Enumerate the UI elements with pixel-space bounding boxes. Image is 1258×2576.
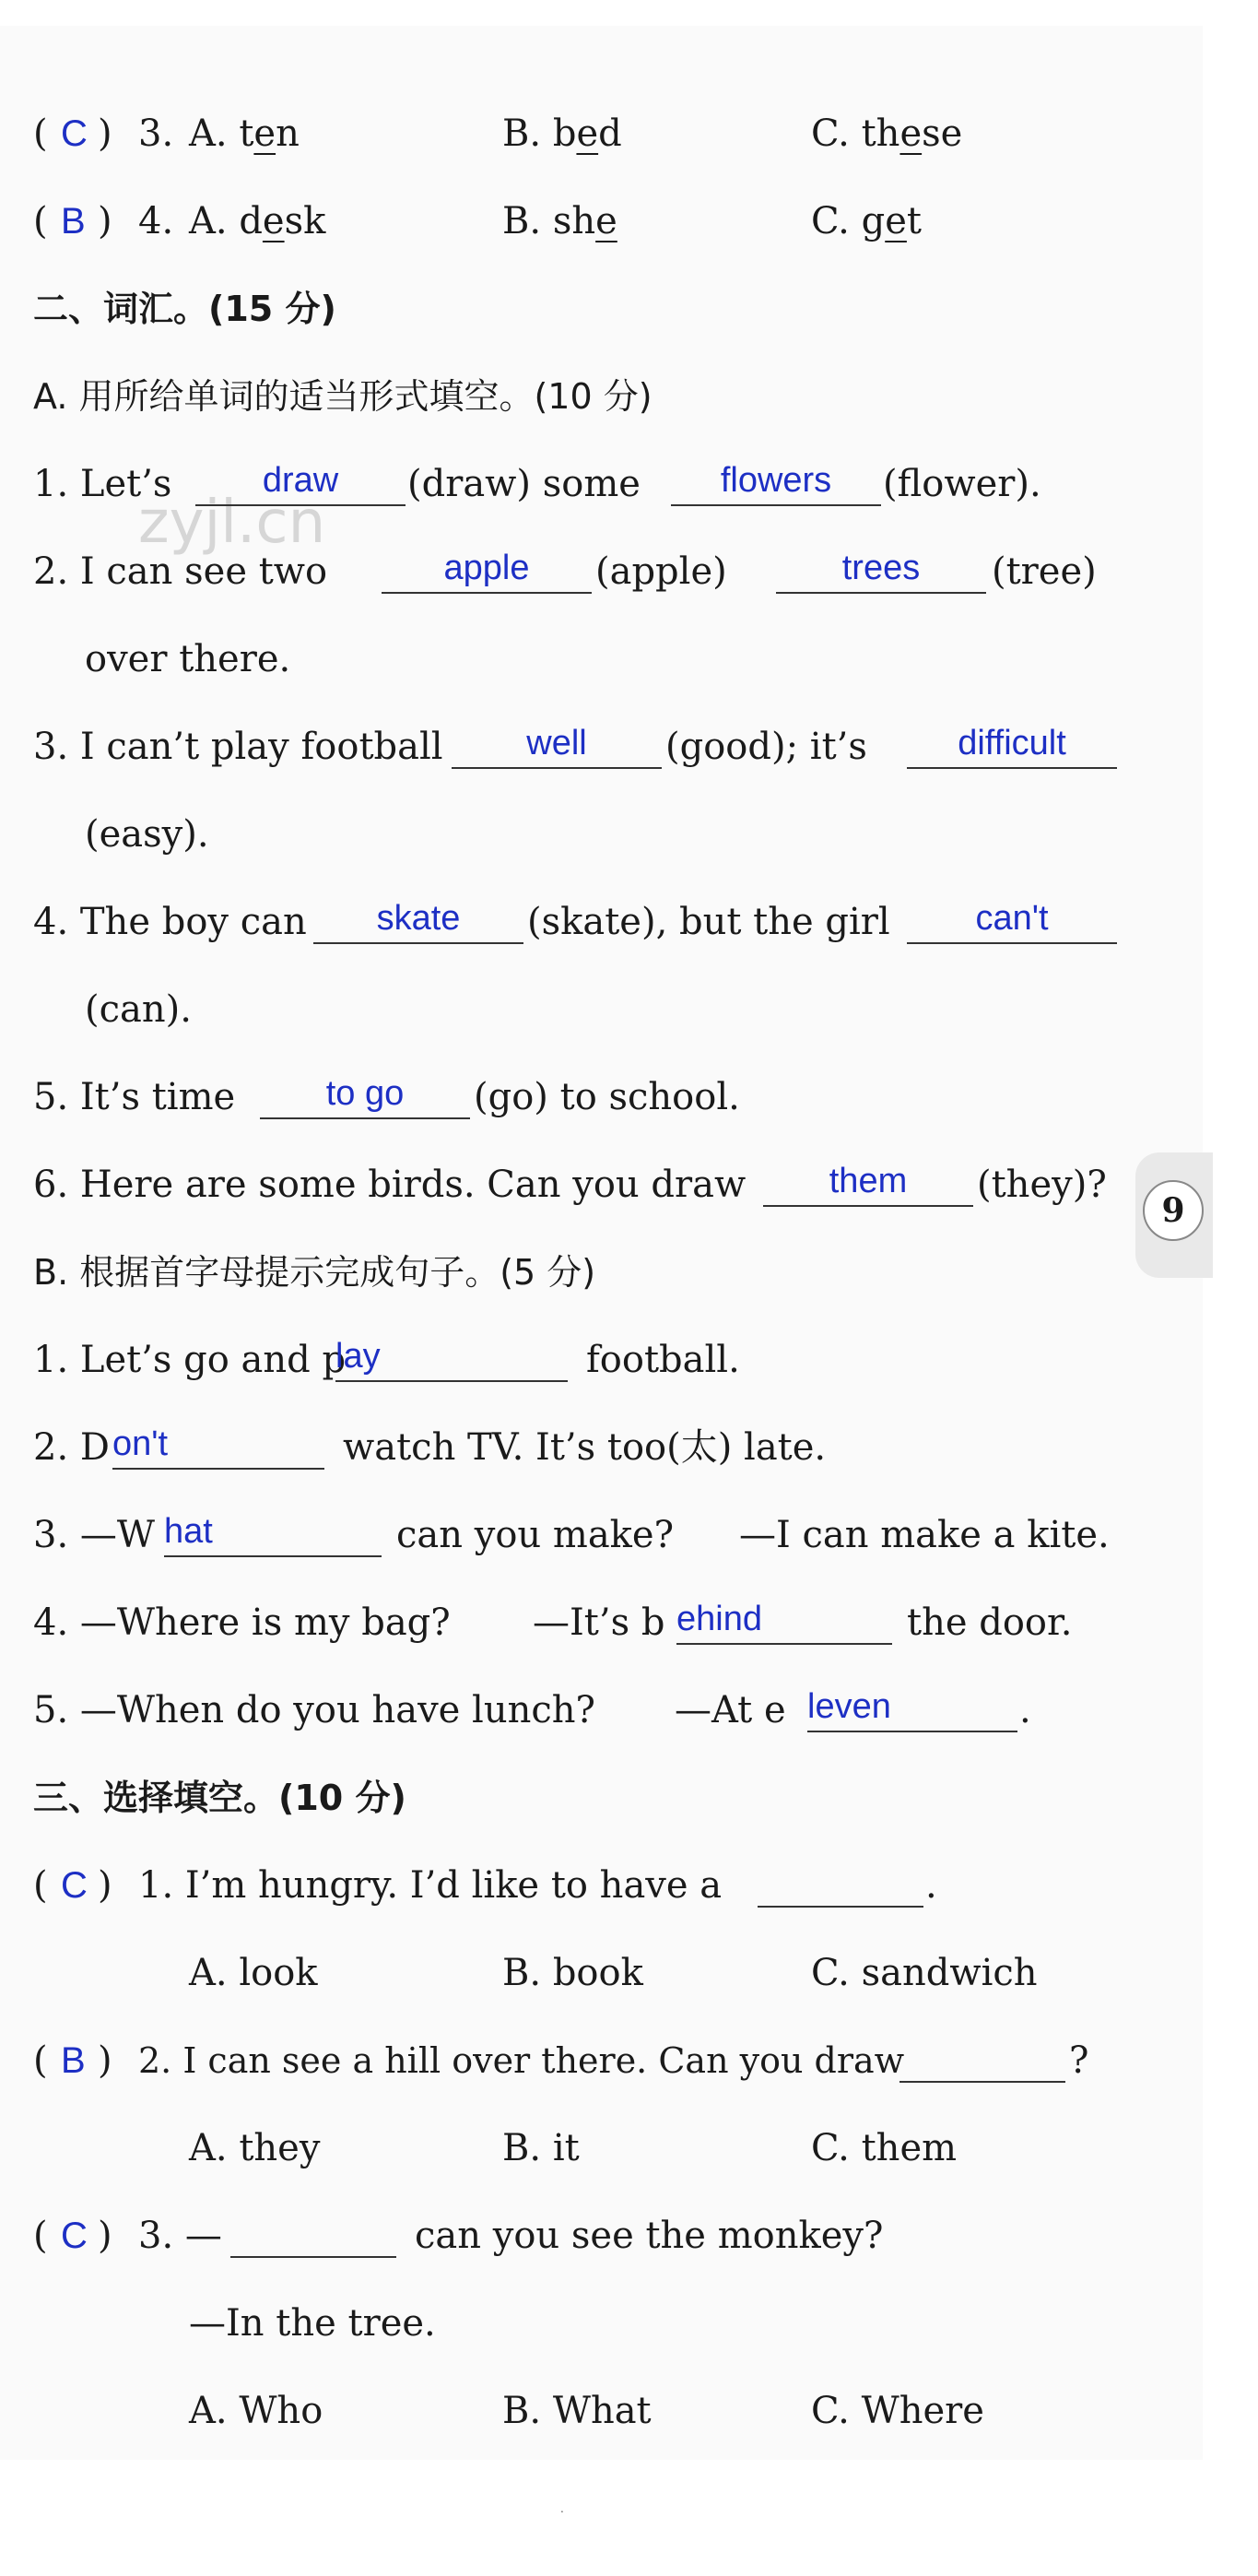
answer-text: apple [443,549,530,587]
answer-blank[interactable] [260,1069,470,1119]
answer-paren-close: ) [98,1864,112,1907]
question-text: 2. I can see two [33,550,328,593]
answer-paren-close: ) [98,200,112,242]
question-text: ? [1069,2039,1089,2082]
option-b[interactable]: B. What [502,2390,652,2432]
question-text: can you make? [396,1514,675,1556]
question-number: 4. [138,200,174,242]
question-text: 3. —W [33,1514,155,1556]
answer-blank[interactable] [452,719,662,769]
option-b-pre: B. b [502,112,577,155]
option-c-pre: C. g [811,200,886,242]
option-b-pre: B. sh [502,200,596,242]
option-a-post: n [276,112,300,155]
question-text: . [925,1864,937,1907]
question-text: 6. Here are some birds. Can you draw [33,1164,747,1206]
footer-mark: . [560,2502,564,2515]
option-b [502,194,617,249]
option-a-post: sk [284,200,326,242]
question-text: 3. — [138,2215,222,2257]
option-b[interactable]: B. it [502,2127,580,2169]
question-text: 3. I can’t play football [33,726,443,768]
watermark: zyjl.cn [138,489,326,557]
question-text: (they)? [977,1164,1107,1206]
question-text: (skate), but the girl [527,901,890,943]
answer-blank[interactable] [907,894,1117,944]
question-text: (go) to school. [474,1076,740,1118]
answer-blank[interactable] [230,2208,396,2258]
question-text: 5. —When do you have lunch? [33,1689,595,1731]
answer-blank[interactable] [676,1595,892,1645]
option-a-pre: A. t [189,112,254,155]
answer-blank[interactable] [671,456,881,506]
option-c[interactable]: C. sandwich [811,1952,1038,1994]
answer-blank[interactable] [776,544,986,594]
option-c [811,106,962,161]
answer-text: lay [335,1337,381,1376]
answer-text: can't [975,899,1049,938]
answer-letter: B [61,2040,86,2081]
option-b [502,106,622,161]
option-c-mark: e [885,200,907,242]
answer-text: flowers [720,461,832,500]
question-text: (draw) some [407,463,641,505]
question-text: 2. I can see a hill over there. Can you draw [138,2040,905,2081]
question-text: (tree) [992,550,1097,593]
answer-blank[interactable] [763,1157,973,1207]
answer-letter: C [61,113,88,154]
option-a[interactable]: A. look [189,1952,318,1994]
option-a [189,194,325,249]
question-text: 2. D [33,1426,110,1469]
answer-text: leven [807,1687,891,1726]
question-text: —At e [675,1689,786,1731]
option-c[interactable]: C. them [811,2127,958,2169]
answer-blank[interactable] [313,894,523,944]
answer-text: ehind [676,1600,762,1638]
option-c [811,194,922,249]
part-a-question-4-cont: (can). [85,988,192,1031]
question-text: the door. [907,1601,1073,1644]
question-text: (flower). [883,463,1041,505]
part-a-question-3-cont: (easy). [85,813,209,856]
answer-blank[interactable] [899,2033,1065,2083]
question-text: (apple) [595,550,727,593]
option-c-post: se [922,112,963,155]
answer-paren: ( [33,112,48,155]
question-text: 4. —Where is my bag? [33,1601,451,1644]
question-text: —It’s b [533,1601,665,1644]
option-a[interactable]: A. Who [189,2390,323,2432]
part-a-question-2-cont: over there. [85,638,291,680]
option-b-mark: e [576,112,599,155]
answer-text: them [829,1162,908,1200]
answer-paren: ( [33,2215,48,2257]
question-text: can you see the monkey? [415,2215,884,2257]
answer-paren-close: ) [98,2215,112,2257]
answer-letter: C [61,1865,88,1906]
answer-blank[interactable] [758,1858,923,1908]
option-a-pre: A. d [189,200,263,242]
answer-text: to go [325,1074,405,1113]
answer-text: hat [164,1512,213,1551]
answer-text: skate [376,899,461,938]
question-text: 4. The boy can [33,901,307,943]
question-text: 1. Let’s go and p [33,1339,347,1381]
question-text: . [1019,1689,1031,1731]
question-text: (good); it’s [665,726,867,768]
question-text: 1. I’m hungry. I’d like to have a [138,1864,723,1907]
answer-letter: C [61,2216,88,2256]
answer-blank[interactable] [195,456,406,506]
option-b[interactable]: B. book [502,1952,643,1994]
section-heading-vocabulary: 二、词汇。(15 分) [33,289,336,329]
answer-letter: B [61,201,86,242]
answer-paren: ( [33,1864,48,1907]
question-number: 3. [138,112,174,155]
option-a [189,106,300,161]
answer-blank[interactable] [907,719,1117,769]
answer-paren-close: ) [98,112,112,155]
part-b-heading: B. 根据首字母提示完成句子。(5 分) [33,1252,596,1293]
answer-paren: ( [33,2039,48,2082]
answer-text: difficult [958,724,1066,762]
answer-blank[interactable] [382,544,592,594]
option-b-post: d [598,112,622,155]
part-a-heading: A. 用所给单词的适当形式填空。(10 分) [33,376,653,417]
section-heading-choice: 三、选择填空。(10 分) [33,1778,406,1818]
question-reply: —I can make a kite. [739,1514,1110,1556]
choice-question-3-reply: —In the tree. [189,2302,436,2345]
question-text: watch TV. It’s too(太) late. [343,1426,827,1469]
option-b-mark: e [595,200,617,242]
answer-text: on't [112,1424,169,1463]
answer-blank[interactable] [112,1420,324,1470]
question-text: 1. Let’s [33,463,172,505]
option-c[interactable]: C. Where [811,2390,984,2432]
answer-text: trees [841,549,921,587]
answer-paren: ( [33,200,48,242]
answer-blank[interactable] [807,1683,1017,1732]
page-number: 9 [1143,1180,1204,1241]
answer-text: well [526,724,587,762]
option-a-mark: e [262,200,285,242]
answer-blank[interactable] [335,1332,568,1382]
answer-text: draw [262,461,339,500]
option-a[interactable]: A. they [189,2127,321,2169]
option-c-pre: C. th [811,112,900,155]
option-c-post: t [906,200,922,242]
answer-paren-close: ) [98,2039,112,2082]
option-a-mark: e [253,112,276,155]
question-text: football. [586,1339,740,1381]
option-c-mark: e [899,112,923,155]
answer-blank[interactable] [164,1507,382,1557]
question-text: 5. It’s time [33,1076,236,1118]
